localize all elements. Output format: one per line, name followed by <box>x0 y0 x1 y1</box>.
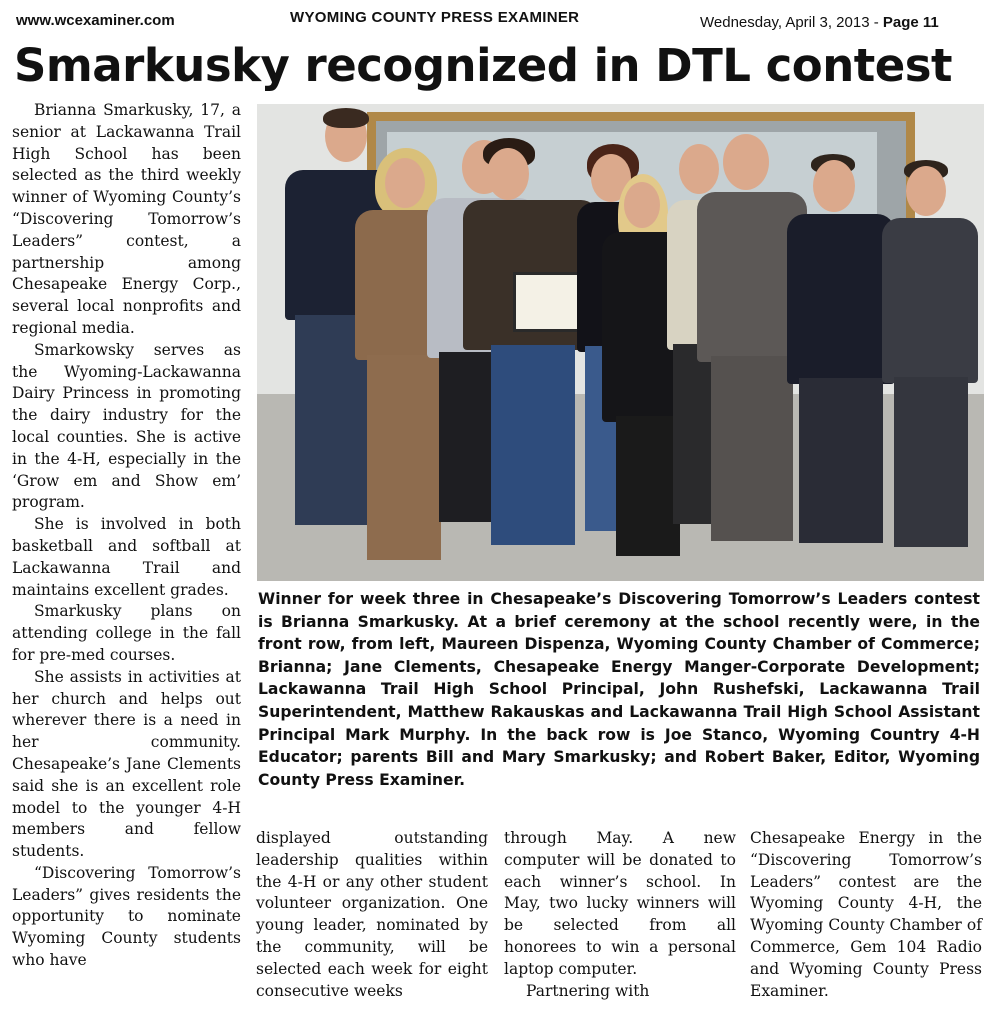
article-column-1 <box>12 100 241 972</box>
paragraph: Smarkusky plans on attending college in the fall for pre-med courses. <box>12 602 241 664</box>
issue-date <box>700 14 939 31</box>
article-column-2 <box>256 828 488 1002</box>
paragraph: “Discovering Tomorrow’s Leaders” gives residents the opportunity to nominate Wyoming County students who have <box>12 863 241 970</box>
group-photo <box>257 104 984 581</box>
paragraph: She is involved in both basketball and softball at Lackawanna Trail and maintains excellent grades. <box>12 515 241 599</box>
paragraph: Smarkowsky serves as the Wyoming-Lackawanna Dairy Princess in promoting the dairy industry for the local counties. She is active in the 4-H, especially in the ‘Grow em and Show em’ program. <box>12 340 241 512</box>
site-url: www.wcexaminer.com <box>16 12 175 29</box>
paragraph: Brianna Smarkusky, 17, a senior at Lackawanna Trail High School has been selected as the third weekly winner of Wyoming County’s “Discovering Tomorrow’s Leaders” contest, a partnership among Chesapeake Energy Corp., several local nonprofits and regional media. <box>12 101 241 337</box>
page-number: Page 11 <box>882 14 939 31</box>
headline: Smarkusky recognized in DTL contest <box>14 39 953 92</box>
date-text: Wednesday, April 3, 2013 - <box>700 14 883 31</box>
paragraph: through May. A new computer will be donated to each winner’s school. In May, two lucky winners will be selected from all honorees to win a personal laptop computer. <box>504 829 736 978</box>
article-column-3 <box>504 828 736 1002</box>
photo-caption: Winner for week three in Chesapeake’s Discovering Tomorrow’s Leaders contest is Brianna Smarkusky. At a brief ceremony at the school recently were, in the front row, from left, Maureen Dispenza, Wyoming County Chamber of Commerce; Brianna; Jane Clements, Chesapeake Energy Manger-Corporate Development; Lackawanna Trail High School Principal, John Rushefski, Lackawanna Trail Superintendent, Matthew Rakauskas and Lackawanna Trail High School Assistant Principal Mark Murphy. In the back row is Joe Stanco, Wyoming Country 4-H Educator; parents Bill and Mary Smarkusky; and Robert Baker, Editor, Wyoming County Press Examiner. <box>258 590 980 789</box>
article-column-4 <box>750 828 982 1002</box>
paragraph: Chesapeake Energy in the “Discovering Tomorrow’s Leaders” contest are the Wyoming County 4-H, the Wyoming County Chamber of Commerce, Gem 104 Radio and Wyoming County Press Examiner. <box>750 829 982 1000</box>
paragraph: She assists in activities at her church and helps out wherever there is a need in her community. Chesapeake’s Jane Clements said she is an excellent role model to the younger 4-H members and fellow students. <box>12 667 241 861</box>
paragraph: displayed outstanding leadership qualities within the 4-H or any other student volunteer organization. One young leader, nominated by the community, will be selected each week for eight consecutive weeks <box>256 829 488 1000</box>
newspaper-name: WYOMING COUNTY PRESS EXAMINER <box>290 9 580 26</box>
paragraph: Partnering with <box>526 981 650 1000</box>
